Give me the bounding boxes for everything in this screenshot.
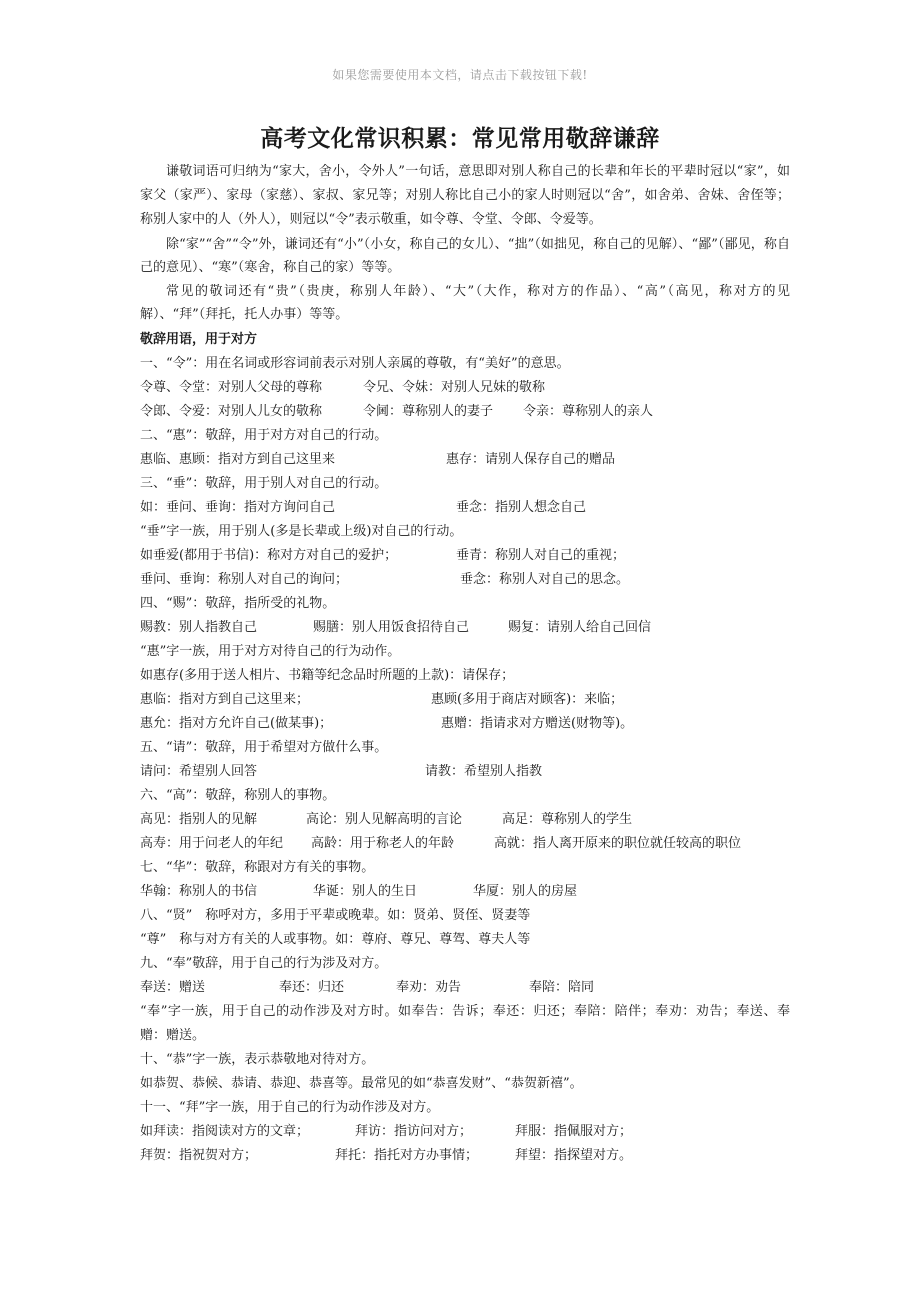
term-entry: 令阃：尊称别人的妻子 xyxy=(363,404,494,419)
term-entry: 高足：尊称别人的学生 xyxy=(502,812,633,827)
text-line: 一、“令”：用在名词或形容词前表示对别人亲属的尊敬，有“美好”的意思。 xyxy=(140,356,570,371)
intro-paragraph-2: 除“家”“舍”“令”外，谦词还有“小”（小女，称自己的女儿）、“拙”（如拙见，称自己的见解）、“鄙”（鄙见，称自己的意见）、“寒”（寒舍，称自己的家）等等。 xyxy=(140,237,790,275)
term-entry: 如：垂问、垂询：指对方询问自己 xyxy=(140,500,336,515)
text-line xyxy=(140,448,790,472)
term-entry: 惠临：指对方到自己这里来； xyxy=(140,692,310,707)
term-entry: 高龄：用于称老人的年龄 xyxy=(311,836,455,851)
text-line: “惠”字一族，用于对方对待自己的行为动作。 xyxy=(140,644,401,659)
text-line: “奉”字一族，用于自己的动作涉及对方时。如奉告：告诉；奉还：归还；奉陪：陪伴；奉劝：劝告；奉送、奉赠：赠送。 xyxy=(140,1004,790,1043)
text-line: 如惠存(多用于送人相片、书籍等纪念品时所题的上款)：请保存； xyxy=(140,668,515,683)
text-line: 九、“奉”敬辞，用于自己的行为涉及对方。 xyxy=(140,956,388,971)
text-line: 六、“高”：敬辞，称别人的事物。 xyxy=(140,788,336,803)
document-body xyxy=(140,160,790,1168)
term-entry: 垂问、垂询：称别人对自己的询问； xyxy=(140,572,349,587)
term-entry: 奉劝：劝告 xyxy=(396,980,462,995)
text-line: 如恭贺、恭候、恭请、恭迎、恭喜等。最常见的如“恭喜发财”、“恭贺新禧”。 xyxy=(140,1076,583,1091)
section-heading: 敬辞用语，用于对方 xyxy=(140,332,258,347)
text-line xyxy=(140,712,790,736)
term-entry: 高就：指人离开原来的职位就任较高的职位 xyxy=(494,836,742,851)
text-line: 十一、“拜”字一族，用于自己的行为动作涉及对方。 xyxy=(140,1100,440,1115)
term-entry: 惠顾(多用于商店对顾客)：来临； xyxy=(431,692,624,707)
term-entry: 请教：希望别人指教 xyxy=(425,764,543,779)
text-line: 四、“赐”：敬辞，指所受的礼物。 xyxy=(140,596,336,611)
text-line: 八、“贤” 称呼对方，多用于平辈或晚辈。如：贤弟、贤侄、贤妻等 xyxy=(140,908,531,923)
text-line: “尊” 称与对方有关的人或事物。如：尊府、尊兄、尊驾、尊夫人等 xyxy=(140,932,531,947)
term-entry: 惠临、惠顾：指对方到自己这里来 xyxy=(140,452,336,467)
intro-paragraph-1: 谦敬词语可归纳为“家大，舍小，令外人”一句话，意思即对别人称自己的长辈和年长的平辈时冠以“家”，如家父（家严）、家母（家慈）、家叔、家兄等；对别人称比自己小的家人时则冠以“舍”，如舍弟、舍妹、舍侄等；称别人家中的人（外人），则冠以“令”表示敬重，如令尊、令堂、令郎、令爱等。 xyxy=(140,164,790,227)
term-entry: 奉还：归还 xyxy=(279,980,345,995)
term-entry: 奉陪：陪同 xyxy=(529,980,595,995)
term-entry: 请问：希望别人回答 xyxy=(140,764,258,779)
text-line xyxy=(140,832,790,856)
text-line: 七、“华”：敬辞，称跟对方有关的事物。 xyxy=(140,860,375,875)
term-entry: 华诞：别人的生日 xyxy=(313,884,418,899)
text-line xyxy=(140,880,790,904)
term-entry: 垂念：指别人想念自己 xyxy=(456,500,587,515)
text-line xyxy=(140,808,790,832)
term-entry: 奉送：赠送 xyxy=(140,980,206,995)
term-entry: 华厦：别人的房屋 xyxy=(473,884,578,899)
text-line: 二、“惠”：敬辞，用于对方对自己的行动。 xyxy=(140,428,388,443)
term-entry: 拜望：指探望对方。 xyxy=(515,1148,633,1163)
text-line xyxy=(140,976,790,1000)
term-entry: 垂青：称别人对自己的重视； xyxy=(456,548,626,563)
term-entry: 惠存：请别人保存自己的赠品 xyxy=(446,452,616,467)
text-line xyxy=(140,376,790,400)
term-entry: 令兄、令妹：对别人兄妹的敬称 xyxy=(363,380,546,395)
term-entry: 惠允：指对方允许自己(做某事)； xyxy=(140,716,333,731)
text-line: “垂”字一族，用于别人(多是长辈或上级)对自己的行动。 xyxy=(140,524,463,539)
intro-paragraph-3: 常见的敬词还有“贵”（贵庚，称别人年龄）、“大”（大作，称对方的作品）、“高”（高见，称对方的见解）、“拜”（拜托，托人办事）等等。 xyxy=(140,284,790,322)
term-entry: 赐膳：别人用饭食招待自己 xyxy=(313,620,470,635)
term-entry: 如垂爱(都用于书信)：称对方对自己的爱护； xyxy=(140,548,398,563)
term-entry: 赐教：别人指教自己 xyxy=(140,620,258,635)
text-line: 五、“请”：敬辞，用于希望对方做什么事。 xyxy=(140,740,388,755)
text-line xyxy=(140,760,790,784)
term-entry: 拜托：指托对方办事情； xyxy=(335,1148,479,1163)
text-line xyxy=(140,1120,790,1144)
term-entry: 如拜读：指阅读对方的文章； xyxy=(140,1124,310,1139)
term-entry: 拜访：指访问对方； xyxy=(355,1124,473,1139)
text-line xyxy=(140,400,790,424)
text-line xyxy=(140,616,790,640)
text-line: 三、“垂”：敬辞，用于别人对自己的行动。 xyxy=(140,476,388,491)
term-entry: 高论：别人见解高明的言论 xyxy=(306,812,463,827)
term-entry: 惠赠：指请求对方赠送(财物等)。 xyxy=(441,716,634,731)
download-notice: 如果您需要使用本文档，请点击下载按钮下载! xyxy=(332,68,588,82)
term-entry: 赐复：请别人给自己回信 xyxy=(508,620,652,635)
term-entry: 拜贺：指祝贺对方； xyxy=(140,1148,258,1163)
text-line: 十、“恭”字一族，表示恭敬地对待对方。 xyxy=(140,1052,375,1067)
term-entry: 高寿：用于问老人的年纪 xyxy=(140,836,284,851)
text-line xyxy=(140,496,790,520)
term-entry: 令亲：尊称别人的亲人 xyxy=(523,404,654,419)
term-entry: 高见：指别人的见解 xyxy=(140,812,258,827)
text-line xyxy=(140,544,790,568)
term-entry: 拜服：指佩服对方； xyxy=(515,1124,633,1139)
document-title: 高考文化常识积累：常见常用敬辞谦辞 xyxy=(260,125,660,152)
term-entry: 垂念：称别人对自己的思念。 xyxy=(460,572,630,587)
text-line xyxy=(140,568,790,592)
term-entry: 令尊、令堂：对别人父母的尊称 xyxy=(140,380,323,395)
text-line xyxy=(140,688,790,712)
term-entry: 华翰：称别人的书信 xyxy=(140,884,258,899)
term-entry: 令郎、令爱：对别人儿女的敬称 xyxy=(140,404,323,419)
text-line xyxy=(140,1144,790,1168)
